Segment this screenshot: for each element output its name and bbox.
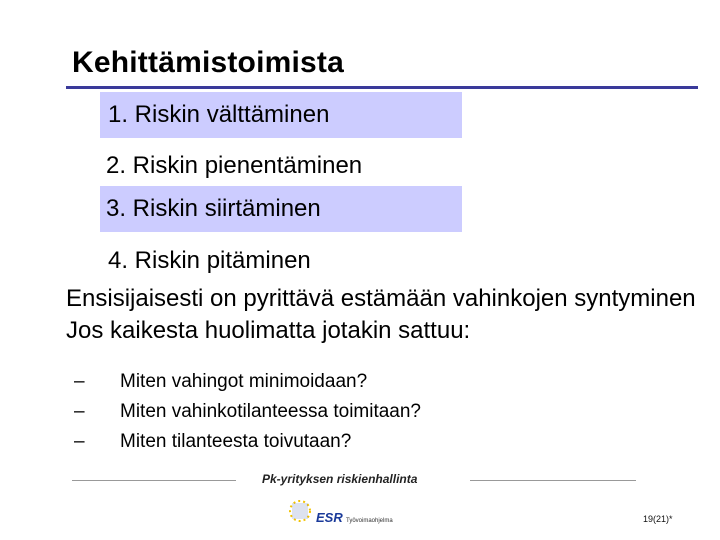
page-number: 19(21)* — [643, 514, 673, 524]
footer-divider-left — [72, 480, 236, 481]
dash-bullet: – — [74, 401, 85, 422]
footer-brand: Pk-yrityksen riskienhallinta — [262, 472, 418, 486]
step-reduce-risk: 2. Riskin pienentäminen — [106, 152, 363, 179]
esr-logo-subtext: Työvoimaohjelma — [346, 518, 393, 524]
bullet-list — [74, 367, 421, 457]
dash-bullet: – — [74, 371, 85, 392]
slide-title: Kehittämistoimista — [72, 46, 344, 79]
body-text — [66, 283, 706, 347]
list-item — [74, 397, 421, 427]
footer-divider-right — [470, 480, 636, 481]
bullet-text: Miten tilanteesta toivutaan? — [120, 431, 352, 452]
step-retain-risk: 4. Riskin pitäminen — [108, 247, 311, 274]
bullet-text: Miten vahingot minimoidaan? — [120, 371, 368, 392]
list-item — [74, 367, 421, 397]
list-item — [74, 427, 421, 457]
bullet-text: Miten vahinkotilanteessa toimitaan? — [120, 401, 422, 422]
step-avoid-risk: 1. Riskin välttäminen — [100, 92, 462, 138]
title-underline — [66, 86, 698, 89]
step-transfer-risk: 3. Riskin siirtäminen — [100, 186, 462, 232]
paragraph-prevention: Ensisijaisesti on pyrittävä estämään vahinkojen syntyminen — [66, 285, 696, 312]
dash-bullet: – — [74, 431, 85, 452]
paragraph-if-happens: Jos kaikesta huolimatta jotakin sattuu: — [66, 317, 471, 344]
esr-logo-text: ESR — [316, 510, 343, 525]
